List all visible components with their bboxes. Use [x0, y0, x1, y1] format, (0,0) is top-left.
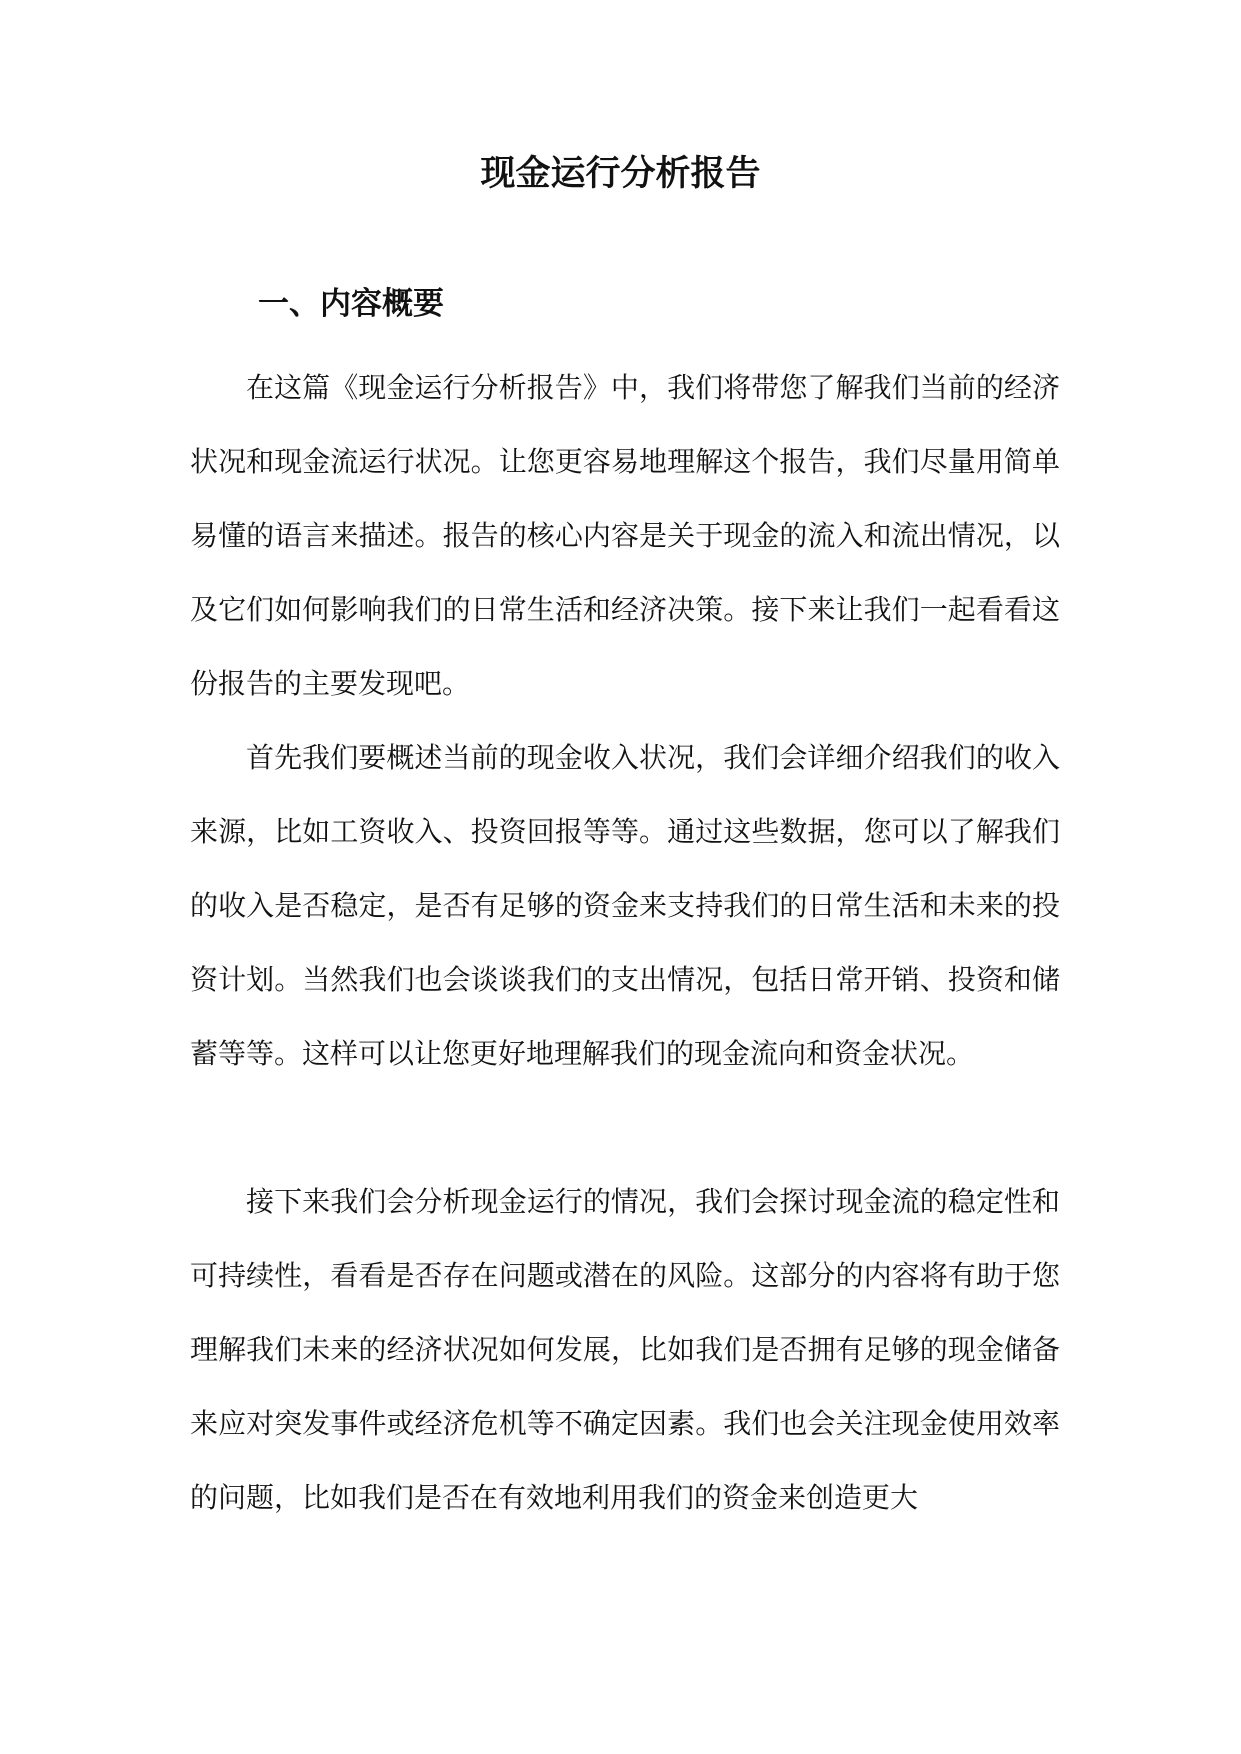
- body-paragraph-1: 在这篇《现金运行分析报告》中，我们将带您了解我们当前的经济状况和现金流运行状况。让您更容易地理解这个报告，我们尽量用简单易懂的语言来描述。报告的核心内容是关于现金的流入和流出情况，以及它们如何影响我们的日常生活和经济决策。接下来让我们一起看看这份报告的主要发现吧。: [190, 371, 1060, 700]
- body-paragraph-3: 接下来我们会分析现金运行的情况，我们会探讨现金流的稳定性和可持续性，看看是否存在问题或潜在的风险。这部分的内容将有助于您理解我们未来的经济状况如何发展，比如我们是否拥有足够的现金储备来应对突发事件或经济危机等不确定因素。我们也会关注现金使用效率的问题，比如我们是否在有效地利用我们的资金来创造更大: [190, 1185, 1060, 1514]
- body-paragraph-2: 首先我们要概述当前的现金收入状况，我们会详细介绍我们的收入来源，比如工资收入、投资回报等等。通过这些数据，您可以了解我们的收入是否稳定，是否有足够的资金来支持我们的日常生活和未来的投资计划。当然我们也会谈谈我们的支出情况，包括日常开销、投资和储蓄等等。这样可以让您更好地理解我们的现金流向和资金状况。: [190, 741, 1060, 1070]
- section-heading: 一、内容概要: [258, 286, 444, 322]
- document-title: 现金运行分析报告: [480, 153, 761, 194]
